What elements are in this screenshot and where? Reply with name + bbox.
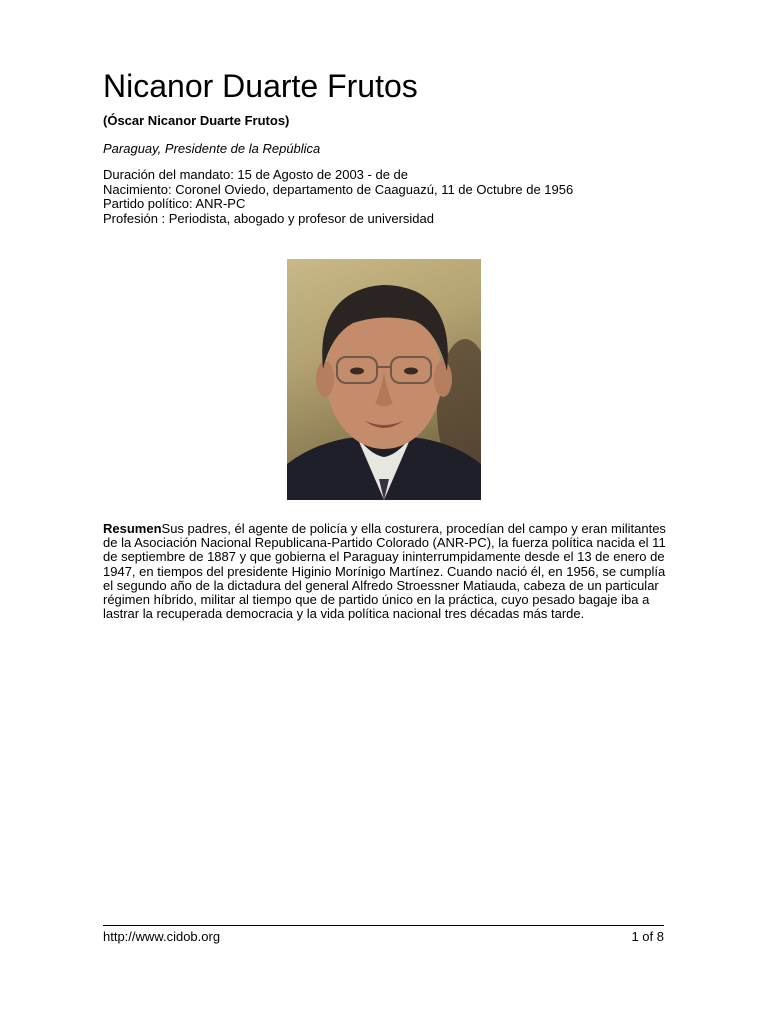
footer-divider [103,925,664,926]
page-title: Nicanor Duarte Frutos [103,68,418,104]
summary-paragraph [103,522,668,621]
fact-party: Partido político: ANR-PC [103,196,246,211]
summary-lead: Resumen [103,521,162,536]
footer-url: http://www.cidob.org [103,929,221,944]
fact-term: Duración del mandato: 15 de Agosto de 2003 - de de [103,167,408,182]
facts-block [103,168,573,226]
footer-page-number: 1 of 8 [631,929,664,944]
portrait-photo [287,259,481,500]
summary-text: Sus padres, él agente de policía y ella costurera, procedían del campo y eran militantes de la Asociación Nacional Republicana-Partido Colorado (ANR-PC), la fuerza política nacida el 11 de septiembre de 1887 y que gobierna el Paraguay ininterrumpidamente desde el 13 de enero de 1947, en tiempos del presidente Higinio Morínigo Martínez. Cuando nació él, en 1956, se cumplía el segundo año de la dictadura del general Alfredo Stroessner Matiauda, cabeza de un particular régimen híbrido, militar al tiempo que de partido único en la práctica, cuyo pesado bagaje iba a lastrar la recuperada democracia y la vida política nacional tres décadas más tarde. [103,521,666,622]
portrait-illustration [287,259,481,500]
fact-birth: Nacimiento: Coronel Oviedo, departamento de Caaguazú, 11 de Octubre de 1956 [103,181,574,197]
fact-profession: Profesión : Periodista, abogado y profesor de universidad [103,210,434,226]
full-name: (Óscar Nicanor Duarte Frutos) [103,113,290,128]
role-line: Paraguay, Presidente de la República [103,141,321,156]
